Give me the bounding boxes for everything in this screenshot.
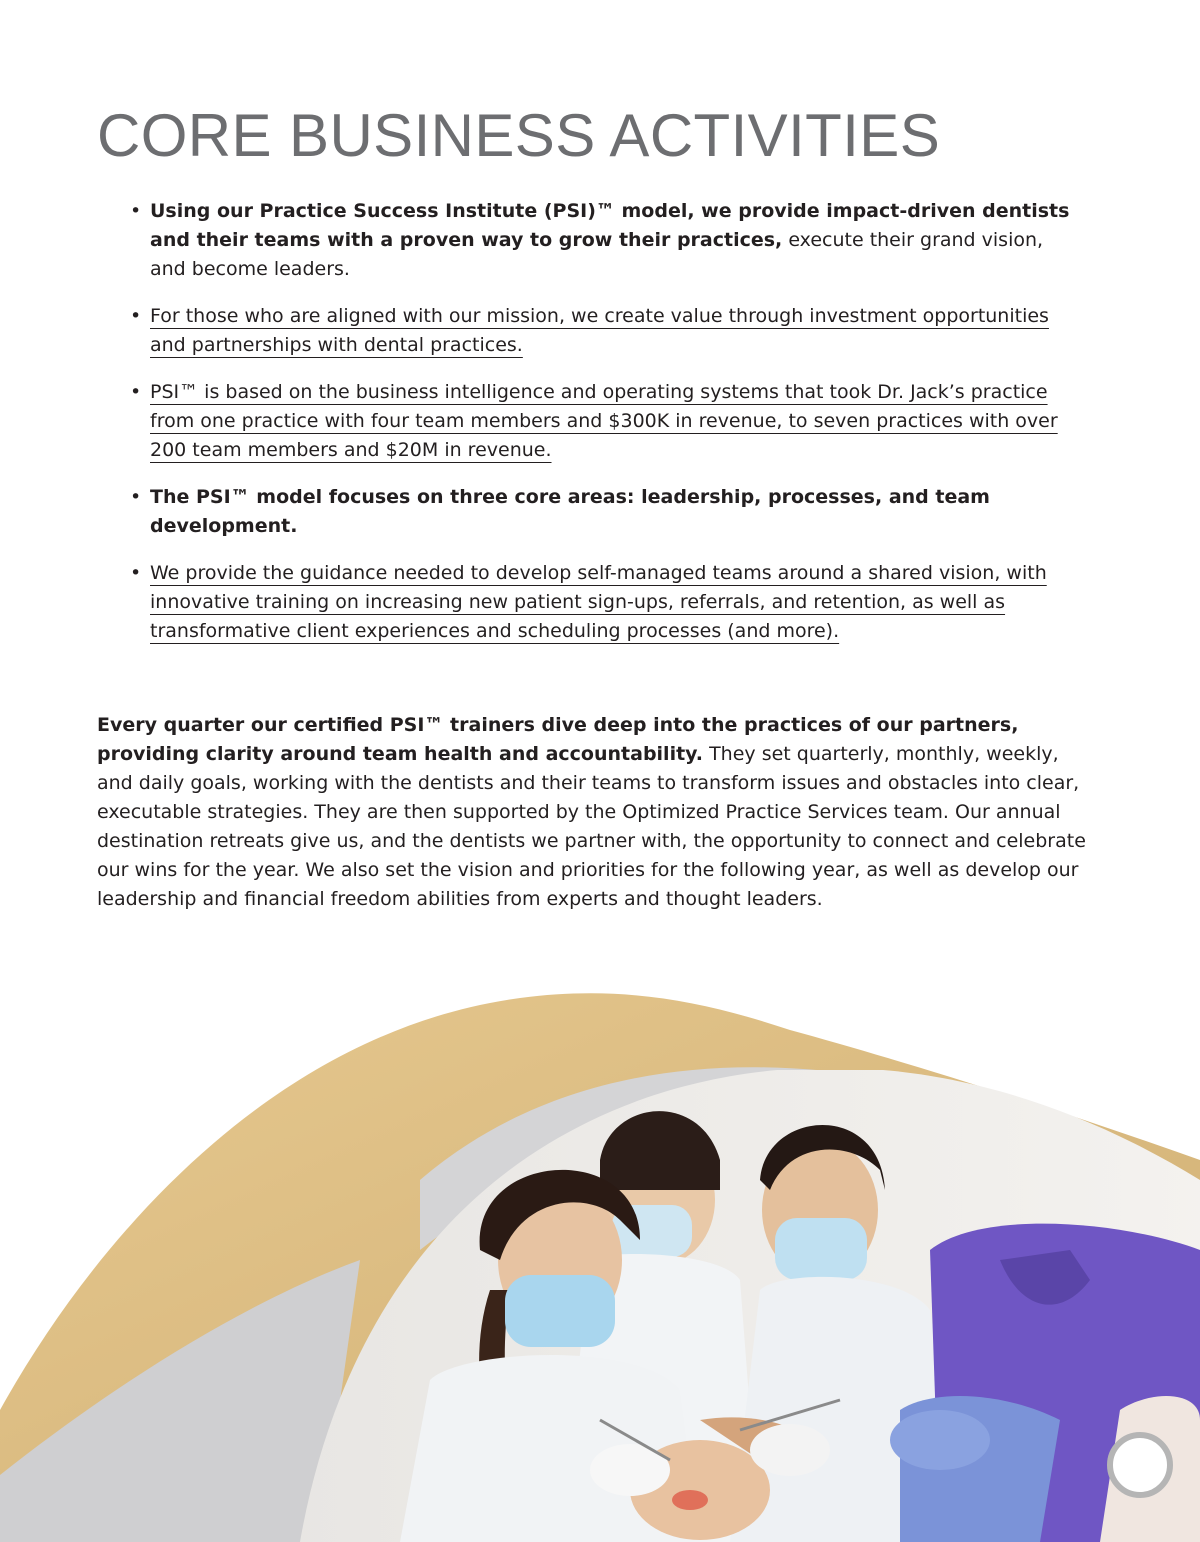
- bullet-item-core-areas: [130, 483, 1080, 541]
- bullet-item-psi-model: [130, 197, 1080, 284]
- paragraph-text: They set quarterly, monthly, weekly, and daily goals, working with the dentists and their teams to transform issues and obstacles into clear, executable strategies. They are then supported by the Optimized Practice Services team. Our annual destination retreats give us, and the dentists we partner with, the opportunity to connect and celebrate our wins for the year. We also set the vision and priorities for the following year, as well as develop our leadership and financial freedom abilities from experts and thought leaders.: [97, 743, 1086, 910]
- bullet-item-origin: [130, 378, 1080, 465]
- bullet-text: We provide the guidance needed to develop self-managed teams around a shared vision, with innovative training on increasing new patient sign-ups, referrals, and retention, as well as transformative client experiences and scheduling processes (and more).: [150, 562, 1047, 642]
- activities-bullet-list: [130, 197, 1080, 664]
- bullet-text: For those who are aligned with our mission, we create value through investment opportunities and partnerships with dental practices.: [150, 305, 1049, 356]
- bullet-dot: •: [130, 381, 142, 403]
- bullet-text: execute their grand vision, and become leaders.: [150, 229, 1044, 280]
- bullet-dot: •: [130, 486, 142, 508]
- paragraph-bold-text: Every quarter our certified PSI™ trainers dive deep into the practices of our partners, providing clarity around team health and accountability.: [97, 714, 1019, 765]
- bullet-dot: •: [130, 562, 142, 584]
- bullet-bold-text: Using our Practice Success Institute (PSI)™ model, we provide impact-driven dentists and their teams with a proven way to grow their practices,: [150, 200, 1070, 251]
- decorative-photo-section: [0, 990, 1200, 1542]
- bullet-text: PSI™ is based on the business intelligence and operating systems that took Dr. Jack’s practice from one practice with four team members and $300K in revenue, to seven practices with over 200 team members and $20M in revenue.: [150, 381, 1058, 461]
- bullet-bold-text: The PSI™ model focuses on three core areas: leadership, processes, and team development.: [150, 486, 990, 537]
- bullet-dot: •: [130, 305, 142, 327]
- bullet-item-guidance: [130, 559, 1080, 646]
- bullet-dot: •: [130, 200, 142, 222]
- page-title: CORE BUSINESS ACTIVITIES: [97, 102, 941, 169]
- quarterly-paragraph: [97, 711, 1087, 914]
- dental-team-illustration: [0, 990, 1200, 1542]
- bullet-item-investment: [130, 302, 1080, 360]
